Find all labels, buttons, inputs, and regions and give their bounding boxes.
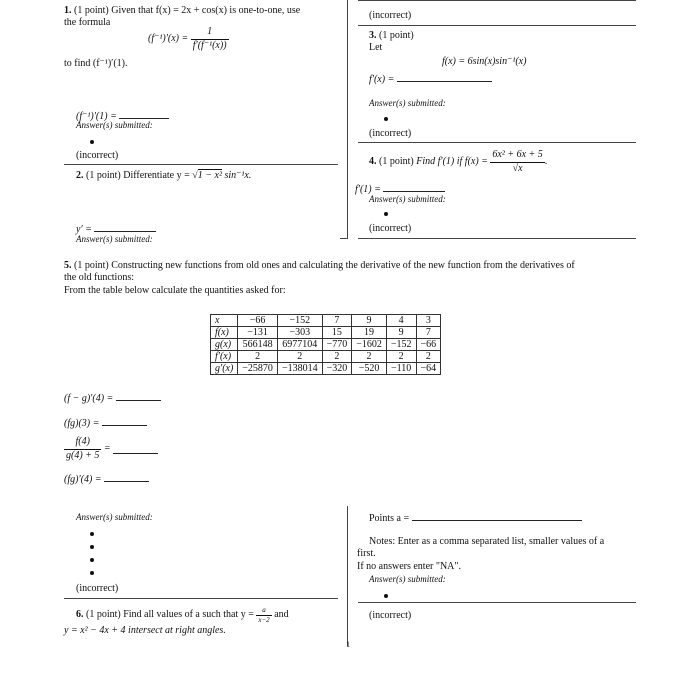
q2-submitted-label: Answer(s) submitted:: [76, 234, 153, 244]
q5-ask-3-numerator: f(4): [64, 436, 101, 450]
q3-answer-bullet: [384, 117, 388, 121]
q1-status: (incorrect): [76, 150, 119, 161]
q3-answer-row: [369, 72, 492, 87]
q3-heading: [369, 30, 414, 43]
q5-divider: [64, 598, 338, 599]
q2-prompt-end: sin⁻¹x.: [224, 170, 252, 181]
q4-prompt-text: Find f′(1) if f(x) =: [416, 155, 488, 167]
q1-answer-blank[interactable]: [119, 109, 169, 119]
q5-ask-3-fraction: [64, 436, 101, 462]
table-header-row: [211, 315, 441, 327]
q6-number: 6.: [76, 609, 84, 620]
q3-function: f(x) = 6sin(x)sin⁻¹(x): [442, 56, 527, 67]
table-cell: g′(x): [211, 363, 238, 375]
q3-number: 3.: [369, 30, 377, 41]
q5-ask-4: [64, 472, 149, 487]
q1-formula: [148, 26, 229, 52]
q4-points: (1 point): [379, 155, 414, 167]
q4-submitted-label: Answer(s) submitted:: [369, 194, 446, 204]
q6-submitted-label: Answer(s) submitted:: [369, 574, 446, 584]
table-cell: −1602: [352, 339, 387, 351]
table-cell: 2: [277, 351, 322, 363]
table-cell: 2: [322, 351, 352, 363]
q1-divider: [64, 164, 338, 165]
table-header-cell: 7: [322, 315, 352, 327]
q6-fraction-denominator: x−2: [258, 615, 270, 624]
q1-intro: [64, 5, 300, 18]
q4-fraction: [490, 149, 544, 175]
q4-fraction-denominator: √x: [512, 162, 523, 174]
q1-formula-lhs: (f⁻¹)′(x) =: [148, 32, 189, 44]
q6-notes: Notes: Enter as a comma separated list, smaller values of a: [369, 536, 605, 547]
q3-top-status: (incorrect): [369, 10, 412, 21]
table-cell: 19: [352, 327, 387, 339]
q5-intro-text: Constructing new functions from old ones and calculating the derivative of the new function from the derivatives of: [111, 260, 575, 271]
q1-formula-fraction: [191, 26, 229, 52]
q2-prompt-text: Differentiate y =: [123, 170, 190, 181]
q4-fraction-numerator: 6x² + 6x + 5: [490, 149, 544, 163]
q5-status: (incorrect): [76, 583, 119, 594]
page-number: 1: [346, 640, 350, 649]
table-cell: −110: [386, 363, 416, 375]
table-cell: 2: [386, 351, 416, 363]
q3-submitted-label: Answer(s) submitted:: [369, 98, 446, 108]
table-cell: −25870: [238, 363, 278, 375]
table-cell: 6977104: [277, 339, 322, 351]
q5-answer-bullet-3: [90, 558, 94, 562]
q2-prompt: [76, 170, 251, 183]
q3-points: (1 point): [379, 30, 414, 41]
q6-points: (1 point): [86, 609, 121, 620]
q2-sqrt-sign: √: [192, 170, 198, 181]
table-header-cell: −66: [238, 315, 278, 327]
q4-answer-blank[interactable]: [383, 182, 445, 192]
q5-answer-bullet-4: [90, 571, 94, 575]
q6-prompt-text: Find all values of a such that y =: [123, 609, 254, 620]
q5-points: (1 point): [74, 260, 109, 271]
table-header-cell: x: [211, 315, 238, 327]
q4-prompt: 4. (1 point) Find f′(1) if f(x) = $\frac{\text{6x² + 6x + 5}}{√x}$ .: [369, 149, 548, 174]
q5-ask-1-blank[interactable]: [116, 391, 161, 401]
q6-prompt: [76, 606, 289, 625]
q6-notes-line2: first.: [357, 548, 376, 559]
table-header-cell: 3: [416, 315, 441, 327]
q3-divider-top: [358, 25, 636, 26]
q5-ask-2-label: (fg)(3) =: [64, 418, 100, 429]
q5-ask-3-blank[interactable]: [113, 444, 158, 454]
q3-answer-label: f′(x) =: [369, 74, 395, 85]
q5-ask-3-denominator: g(4) + 5: [66, 449, 100, 461]
table-row: [211, 351, 441, 363]
table-header-cell: −152: [277, 315, 322, 327]
table-cell: 7: [416, 327, 441, 339]
column-divider-bottom: [347, 506, 348, 646]
q3-divider: [358, 142, 636, 143]
q6-line2: y = x² − 4x + 4 intersect at right angles.: [64, 625, 226, 636]
q6-divider: [358, 602, 636, 603]
q5-number: 5.: [64, 260, 72, 271]
table-cell: g(x): [211, 339, 238, 351]
q3-let: Let: [369, 42, 383, 53]
q6-fraction-numerator: a: [256, 606, 271, 616]
q2-number: 2.: [76, 170, 84, 181]
q1-answer-bullet: [90, 140, 94, 144]
table-row: [211, 363, 441, 375]
table-cell: −152: [386, 339, 416, 351]
q2-answer-blank[interactable]: [94, 222, 156, 232]
q5-submitted-label: Answer(s) submitted:: [76, 512, 153, 522]
q6-points-row: [369, 511, 582, 526]
q5-intro: [64, 260, 575, 273]
q6-status: (incorrect): [369, 610, 412, 621]
q2-answer-label: y′ =: [76, 224, 92, 235]
q1-intro-line2: the formula: [64, 17, 111, 28]
q6-fraction: [256, 606, 271, 625]
table-row: [211, 339, 441, 351]
table-header-cell: 4: [386, 315, 416, 327]
q3-status: (incorrect): [369, 128, 412, 139]
q1-number: 1.: [64, 5, 72, 16]
q5-ask-4-label: (fg)′(4) =: [64, 474, 102, 485]
q6-answer-bullet: [384, 594, 388, 598]
q2-points: (1 point): [86, 170, 121, 181]
table-cell: −64: [416, 363, 441, 375]
q6-notes-line3: If no answers enter "NA".: [357, 561, 461, 572]
column-divider-top: [347, 0, 348, 238]
q4-number: 4.: [369, 155, 377, 167]
table-cell: −131: [238, 327, 278, 339]
q1-submitted-label: Answer(s) submitted:: [76, 120, 153, 130]
table-cell: f′(x): [211, 351, 238, 363]
q1-answer-label: (f⁻¹)′(1) =: [76, 111, 117, 122]
q5-intro-line2: the old functions:: [64, 272, 134, 283]
q1-points: (1 point): [74, 5, 109, 16]
q5-intro-line3: From the table below calculate the quantities asked for:: [64, 285, 286, 296]
q5-ask-1: [64, 391, 161, 406]
q5-values-table: [210, 314, 441, 375]
q3-top-rule: [358, 0, 636, 1]
table-cell: 2: [416, 351, 441, 363]
table-cell: −66: [416, 339, 441, 351]
q5-ask-3: $\frac{f(4)}{g(4) + 5}$ =: [64, 436, 158, 462]
q1-formula-numerator: 1: [191, 26, 229, 40]
q5-answer-bullet-1: [90, 532, 94, 536]
q5-ask-1-label: (f − g)′(4) =: [64, 393, 114, 404]
q6-points-label: Points a =: [369, 513, 410, 524]
table-cell: −303: [277, 327, 322, 339]
table-row: [211, 327, 441, 339]
q6-answer-blank[interactable]: [412, 511, 582, 521]
table-cell: 2: [238, 351, 278, 363]
q4-answer-label: f′(1) =: [355, 184, 381, 195]
q6-prompt-end: and: [274, 609, 289, 620]
q1-find-text: to find (f⁻¹)′(1).: [64, 58, 128, 69]
q5-ask-2: [64, 416, 147, 431]
table-cell: 15: [322, 327, 352, 339]
q4-answer-bullet: [384, 212, 388, 216]
q5-ask-2-blank[interactable]: [102, 416, 147, 426]
table-cell: 2: [352, 351, 387, 363]
table-header-cell: 9: [352, 315, 387, 327]
q2-radicand: 1 − x²: [197, 170, 222, 181]
q5-ask-4-blank[interactable]: [104, 472, 149, 482]
q5-answer-bullet-2: [90, 545, 94, 549]
table-cell: 566148: [238, 339, 278, 351]
table-cell: −138014: [277, 363, 322, 375]
q4-status: (incorrect): [369, 223, 412, 234]
table-cell: −320: [322, 363, 352, 375]
q2-bottom-rule: [340, 238, 348, 239]
q4-divider: [358, 238, 636, 239]
q3-answer-blank[interactable]: [397, 72, 492, 82]
q1-formula-denominator: f′(f⁻¹(x)): [192, 39, 227, 51]
table-cell: f(x): [211, 327, 238, 339]
table-cell: 9: [386, 327, 416, 339]
table-cell: −520: [352, 363, 387, 375]
table-cell: −770: [322, 339, 352, 351]
q1-intro-text: Given that f(x) = 2x + cos(x) is one-to-one, use: [111, 5, 301, 16]
